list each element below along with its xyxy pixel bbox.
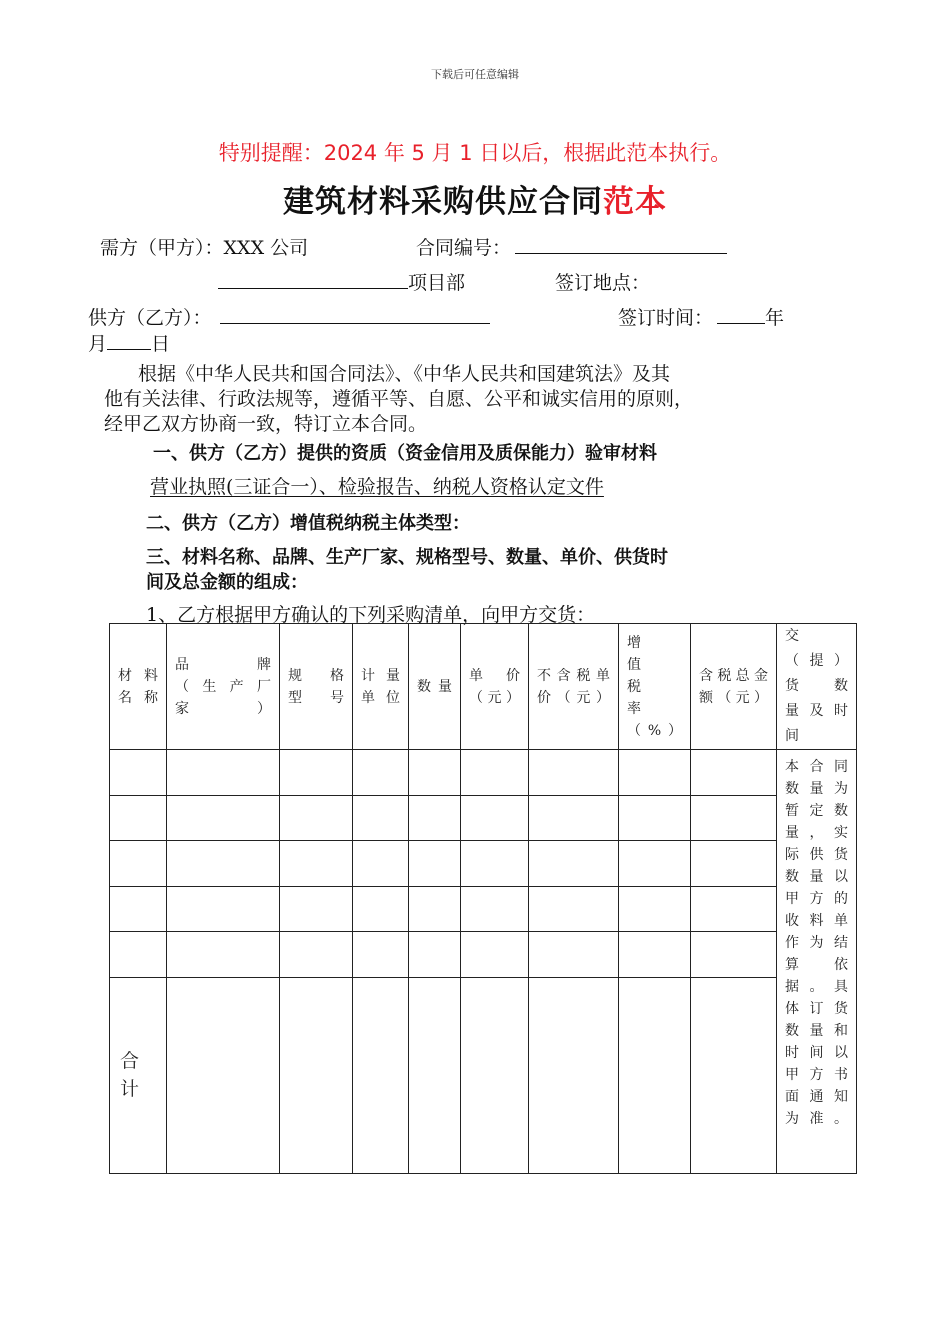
table-row (110, 932, 857, 978)
sign-time-line (618, 303, 784, 330)
table-cell[interactable] (461, 750, 529, 796)
table-cell[interactable] (691, 932, 777, 978)
table-cell[interactable] (167, 841, 280, 887)
delivery-note: 本合同 数量为 暂定数 量，实 际供货 数量以 甲方的 收料单 作为结 算 依 据。具 体订货 数量和 时间以 甲方书 面通知 为准。 (777, 750, 857, 1174)
table-header-row (110, 624, 857, 750)
table-row (110, 796, 857, 841)
section-2-title: 二、供方（乙方）增值税纳税主体类型： (146, 513, 470, 534)
table-cell[interactable] (409, 796, 461, 841)
title-main: 建筑材料采购供应合同 (283, 184, 603, 220)
table-cell[interactable] (619, 841, 691, 887)
sign-month-day-blank[interactable] (107, 331, 151, 350)
buyer-value: XXX 公司 (223, 237, 309, 259)
table-row (110, 887, 857, 932)
table-cell[interactable] (280, 932, 353, 978)
table-cell[interactable] (691, 887, 777, 932)
contract-no-line (416, 233, 727, 260)
title-highlight: 范本 (603, 184, 667, 220)
preamble-line-3: 经甲乙双方协商一致，特订立本合同。 (104, 413, 428, 435)
total-amount-cell[interactable] (691, 978, 777, 1174)
table-cell[interactable] (409, 887, 461, 932)
supplier-blank[interactable] (220, 305, 490, 324)
section-3-title-line-2: 间及总金额的组成： (146, 572, 308, 593)
table-cell[interactable] (353, 796, 409, 841)
table-cell[interactable] (409, 932, 461, 978)
section-1-title: 一、供方（乙方）提供的资质（资金信用及质保能力）验审材料 (153, 443, 657, 464)
section-1-content: 营业执照(三证合一）、检验报告、纳税人资格认定文件 (150, 476, 604, 498)
header-delivery: 交 （提） 货数 量及时 间 (777, 624, 857, 750)
table-cell[interactable] (167, 796, 280, 841)
page-header-note: 下载后可任意编辑 (431, 68, 519, 81)
table-cell[interactable] (167, 932, 280, 978)
table-cell[interactable] (619, 796, 691, 841)
preamble-line-2: 他有关法律、行政法规等，遵循平等、自愿、公平和诚实信用的原则， (104, 388, 694, 410)
sign-time-label: 签订时间： (618, 307, 714, 329)
table-cell[interactable] (619, 887, 691, 932)
table-cell[interactable] (461, 796, 529, 841)
sign-date-line (88, 329, 170, 356)
supplier-line (88, 303, 490, 330)
table-cell[interactable] (353, 750, 409, 796)
table-cell[interactable] (619, 978, 691, 1174)
section-3-item-1: 1、乙方根据甲方确认的下列采购清单，向甲方交货： (146, 604, 596, 626)
table-cell[interactable] (461, 932, 529, 978)
header-unit-price: 单 价 （元） (461, 624, 529, 750)
table-cell[interactable] (110, 841, 167, 887)
project-dept-label: 项目部 (408, 272, 466, 294)
table-cell[interactable] (529, 841, 619, 887)
table-cell[interactable] (110, 750, 167, 796)
table-cell[interactable] (110, 932, 167, 978)
supplier-label: 供方（乙方）： (88, 307, 212, 329)
table-cell[interactable] (529, 932, 619, 978)
header-quantity: 数量 (409, 624, 461, 750)
sign-year-blank[interactable] (717, 305, 765, 324)
table-cell[interactable] (353, 978, 409, 1174)
section-3-title-line-1: 三、材料名称、品牌、生产厂家、规格型号、数量、单价、供货时 (146, 547, 668, 568)
table-cell[interactable] (167, 978, 280, 1174)
project-dept-blank[interactable] (218, 270, 408, 289)
header-brand: 品牌 （生产厂 家） (167, 624, 280, 750)
project-dept-line (218, 268, 465, 295)
table-cell[interactable] (280, 887, 353, 932)
table-cell[interactable] (353, 887, 409, 932)
table-cell[interactable] (280, 796, 353, 841)
table-cell[interactable] (167, 887, 280, 932)
header-spec-model: 规格 型号 (280, 624, 353, 750)
table-cell[interactable] (409, 841, 461, 887)
table-cell[interactable] (529, 978, 619, 1174)
header-material-name: 材料 名称 (110, 624, 167, 750)
preamble-line-1: 根据《中华人民共和国合同法》、《中华人民共和国建筑法》及其 (138, 363, 671, 385)
table-cell[interactable] (353, 932, 409, 978)
table-cell[interactable] (529, 750, 619, 796)
special-reminder: 特别提醒：2024 年 5 月 1 日以后，根据此范本执行。 (218, 141, 732, 165)
header-price-excl-tax: 不含税单 价（元） (529, 624, 619, 750)
table-cell[interactable] (409, 978, 461, 1174)
table-cell[interactable] (409, 750, 461, 796)
header-vat-rate: 增 值 税 率 （%） (619, 624, 691, 750)
contract-no-blank[interactable] (515, 235, 727, 254)
table-cell[interactable] (110, 796, 167, 841)
header-unit: 计量 单位 (353, 624, 409, 750)
table-cell[interactable] (280, 978, 353, 1174)
table-cell[interactable] (529, 796, 619, 841)
table-cell[interactable] (461, 978, 529, 1174)
sign-place-label: 签订地点： (555, 272, 651, 294)
table-total-row (110, 978, 857, 1174)
month-label: 月 (88, 333, 108, 355)
table-cell[interactable] (110, 887, 167, 932)
table-cell[interactable] (619, 750, 691, 796)
table-cell[interactable] (167, 750, 280, 796)
table-cell[interactable] (280, 750, 353, 796)
year-label: 年 (765, 307, 785, 329)
document-title (0, 176, 950, 221)
table-row (110, 750, 857, 796)
day-label: 日 (151, 333, 171, 355)
table-cell[interactable] (691, 841, 777, 887)
table-row (110, 841, 857, 887)
table-cell[interactable] (461, 841, 529, 887)
table-cell[interactable] (619, 932, 691, 978)
table-cell[interactable] (353, 841, 409, 887)
purchase-list-table (109, 623, 857, 1174)
table-cell[interactable] (280, 841, 353, 887)
header-total-incl-tax: 含税总金 额（元） (691, 624, 777, 750)
buyer-label: 需方（甲方）： (100, 237, 224, 259)
table-cell[interactable] (529, 887, 619, 932)
table-cell[interactable] (461, 887, 529, 932)
buyer-line (100, 233, 308, 260)
table-cell[interactable] (691, 796, 777, 841)
table-cell[interactable] (691, 750, 777, 796)
contract-no-label: 合同编号： (416, 237, 512, 259)
total-label: 合 计 (110, 978, 167, 1174)
